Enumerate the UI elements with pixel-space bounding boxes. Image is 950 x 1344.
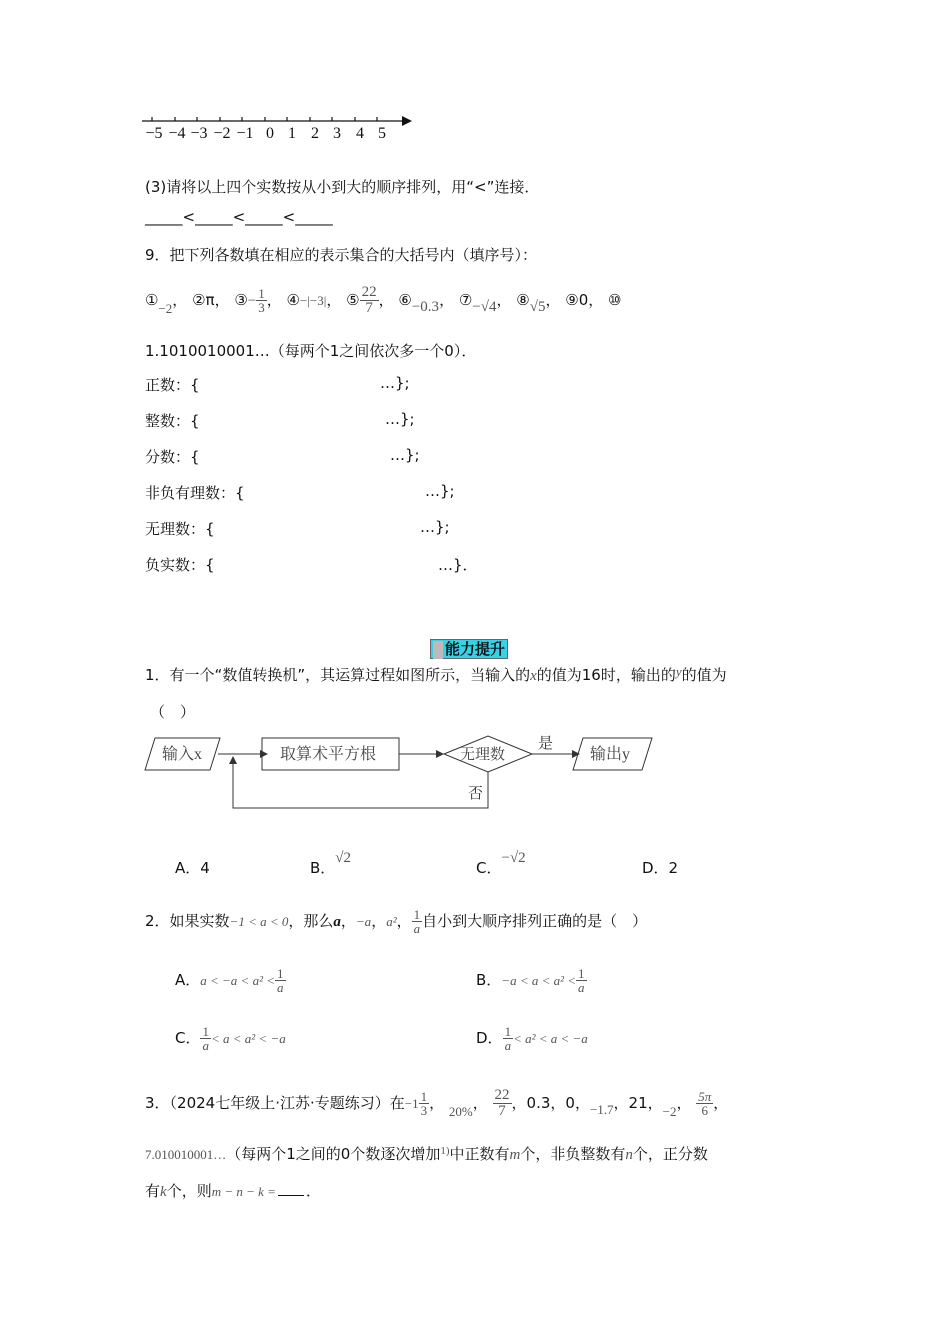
p1-option-b[interactable]: B．√2: [310, 850, 352, 877]
p3-line3: 有k个，则m − n − k = ．: [145, 1182, 321, 1200]
p1-option-d[interactable]: D．2: [642, 859, 679, 877]
set-label: 分数：{: [145, 448, 200, 466]
set-label: 整数：{: [145, 412, 200, 430]
fraction-one-third: $\frac{1}{3}$: [258, 286, 265, 315]
flow-process: 取算术平方根: [280, 746, 377, 763]
q9-line2: 1.1010010001…（每两个1之间依次多一个0）．: [145, 342, 477, 360]
set-end: …};: [385, 410, 415, 428]
answer-blank: [278, 1181, 304, 1196]
tick-label: −5: [145, 125, 163, 142]
tick-label: 4: [356, 125, 364, 142]
set-end: …}．: [438, 556, 478, 574]
set-label: 无理数：{: [145, 520, 215, 538]
set-end: …};: [425, 482, 455, 500]
tick-label: −3: [190, 125, 208, 142]
section-heading: 能力提升: [430, 638, 508, 659]
p3-stem: 3．（2024七年级上·江苏·专题练习）在−1 $\frac{1}{3}$ ， 20%， $\frac{22}{7}$ ，0.3，0，−1.7，21，−2， $\frac{5\pi}{6}$ ，: [145, 1087, 729, 1119]
tick-label: 1: [288, 125, 296, 142]
p3-line2: 7.010010001…（每两个1之间的0个数逐次增加$^{1)}$中正数有m个，非负整数有n个，正分数: [145, 1145, 708, 1163]
p1-option-a[interactable]: A．4: [175, 859, 210, 877]
tick-label: 3: [333, 125, 341, 142]
flow-input: 输入x: [162, 746, 203, 763]
flow-no: 否: [468, 786, 484, 802]
set-end: …};: [380, 374, 410, 392]
set-label: 负实数：{: [145, 556, 215, 574]
p1-option-c[interactable]: C．−√2: [476, 850, 526, 877]
flow-yes: 是: [538, 736, 554, 752]
tick-label: 0: [266, 125, 274, 142]
q8-blank-row: _____<_____<_____<_____: [145, 208, 333, 226]
number-line: [140, 110, 415, 142]
set-end: …};: [390, 446, 420, 464]
tick-label: −2: [213, 125, 231, 142]
q8-part3-text: (3)请将以上四个实数按从小到大的顺序排列，用“<”连接．: [145, 178, 540, 196]
flow-output: 输出y: [590, 746, 631, 763]
p2-stem: 2．如果实数−1 < a < 0，那么a，−a，a²， $\frac{1}{a}$ 自小到大顺序排列正确的是（ ）: [145, 907, 648, 936]
tick-label: 2: [311, 125, 319, 142]
q9-stem: 9．把下列各数填在相应的表示集合的大括号内（填序号）：: [145, 246, 538, 264]
flowchart: [140, 728, 660, 814]
set-label: 正数：{: [145, 376, 200, 394]
q9-number-list: ①−2， ②π， ③− $\frac{1}{3}$ ， ④−|−3|， ⑤ $\frac{22}{7}$ ， ⑥−0.3， ⑦−√4， ⑧√5， ⑨0， ⑩: [145, 284, 622, 316]
tick-label: 5: [378, 125, 386, 142]
fraction-22-7: $\frac{22}{7}$: [361, 284, 377, 316]
set-label: 非负有理数：{: [145, 484, 245, 502]
set-end: …};: [420, 518, 450, 536]
flow-decision: 无理数: [460, 747, 506, 763]
tick-label: −4: [168, 125, 186, 142]
p2-option-d[interactable]: D． $\frac{1}{a}$ < a² < a < −a: [476, 1024, 588, 1053]
tick-label: −1: [236, 125, 254, 142]
p2-option-a[interactable]: A．a < −a < a² < $\frac{1}{a}$: [175, 966, 284, 995]
p2-option-b[interactable]: B．−a < a < a² < $\frac{1}{a}$: [476, 966, 585, 995]
p1-paren: （ ）: [150, 703, 196, 721]
p1-stem: 1．有一个“数值转换机”，其运算过程如图所示，当输入的x的值为16时，输出的y的值为: [145, 664, 727, 684]
p2-option-c[interactable]: C． $\frac{1}{a}$ < a < a² < −a: [175, 1024, 286, 1053]
